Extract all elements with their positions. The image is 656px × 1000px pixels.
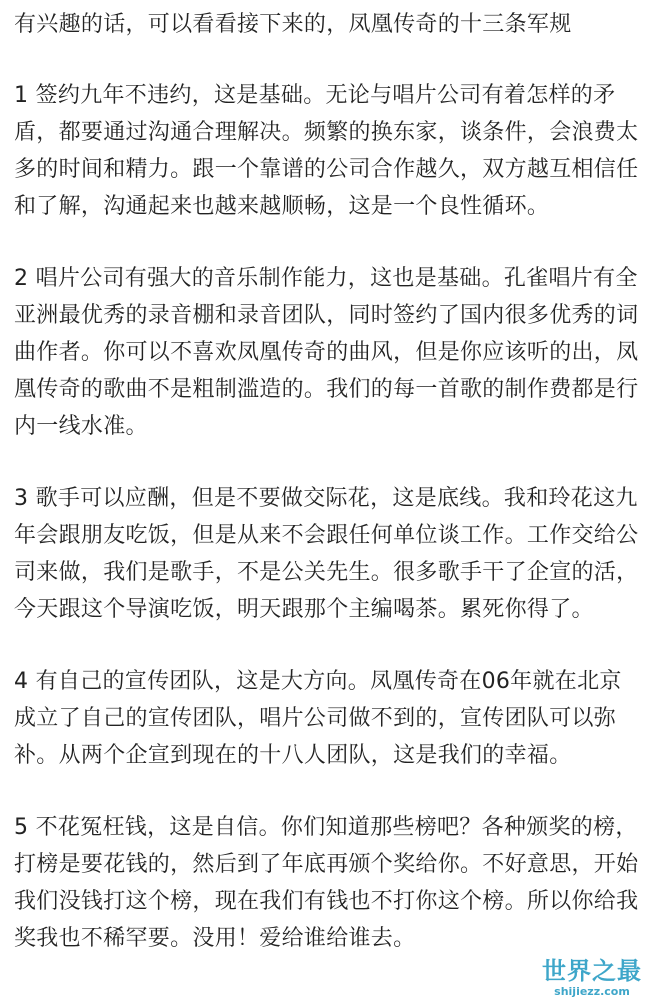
site-watermark-logo xyxy=(536,957,648,998)
rule-paragraph-5: 5 不花冤枉钱，这是自信。你们知道那些榜吧？各种颁奖的榜，打榜是要花钱的，然后到了年底再颁个奖给你。不好意思，开始我们没钱打这个榜，现在我们有钱也不打你这个榜。所以你给我奖我也不稀罕要。没用！爱给谁给谁去。 xyxy=(14,815,639,951)
intro-line: 有兴趣的话，可以看看接下来的，凤凰传奇的十三条军规 xyxy=(14,12,572,37)
rule-paragraph-4: 4 有自己的宣传团队，这是大方向。凤凰传奇在06年就在北京成立了自己的宣传团队，唱片公司做不到的，宣传团队可以弥补。从两个企宣到现在的十八人团队，这是我们的幸福。 xyxy=(14,669,622,768)
watermark-title: 世界之最 xyxy=(542,957,642,985)
rule-paragraph-3: 3 歌手可以应酬，但是不要做交际花，这是底线。我和玲花这九年会跟朋友吃饭，但是从来不会跟任何单位谈工作。工作交给公司来做，我们是歌手，不是公关先生。很多歌手干了企宣的活，今天跟这个导演吃饭，明天跟那个主编喝茶。累死你得了。 xyxy=(14,486,639,622)
watermark-url: shijiezz.com xyxy=(554,985,630,998)
rule-paragraph-1: 1 签约九年不违约，这是基础。无论与唱片公司有着怎样的矛盾，都要通过沟通合理解决。频繁的换东家，谈条件，会浪费太多的时间和精力。跟一个靠谱的公司合作越久，双方越互相信任和了解，沟通起来也越来越顺畅，这是一个良性循环。 xyxy=(14,83,639,219)
rule-paragraph-2: 2 唱片公司有强大的音乐制作能力，这也是基础。孔雀唱片有全亚洲最优秀的录音棚和录音团队，同时签约了国内很多优秀的词曲作者。你可以不喜欢凤凰传奇的曲风，但是你应该听的出，凤凰传奇的歌曲不是粗制滥造的。我们的每一首歌的制作费都是行内一线水准。 xyxy=(14,266,639,439)
